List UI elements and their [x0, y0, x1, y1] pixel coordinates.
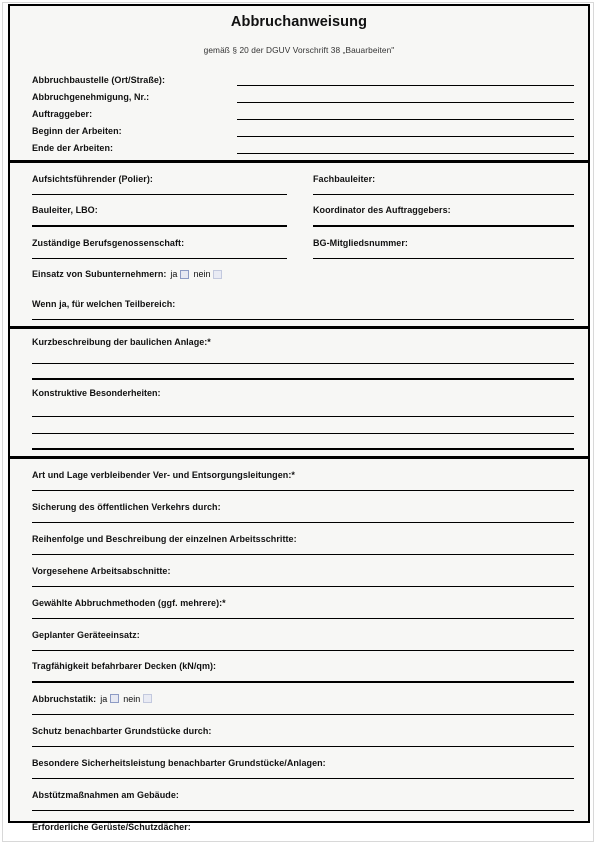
- field-row-berufsgenossenschaft[interactable]: [32, 227, 287, 259]
- building-shortdesc-input-line-2[interactable]: [32, 364, 574, 380]
- abbruchstatik-yes-label: ja: [100, 693, 108, 704]
- form-subtitle: gemäß § 20 der DGUV Vorschrift 38 „Bauarbeiten": [203, 45, 395, 55]
- field-row-geraeteeinsatz[interactable]: [32, 619, 574, 651]
- building-specialties-input-line-3[interactable]: [32, 434, 574, 450]
- building-specialties-input-line-1[interactable]: [32, 400, 574, 417]
- building-shortdesc-label: Kurzbeschreibung der baulichen Anlage:*: [32, 337, 211, 347]
- abbruchstatik-yes-checkbox[interactable]: [110, 694, 119, 703]
- subcontractor-question-row: [32, 259, 574, 289]
- field-label: Beginn der Arbeiten:: [32, 126, 122, 136]
- field-input-beginn-der-arbeiten[interactable]: [237, 135, 574, 137]
- field-row-beginn-der-arbeiten: [10, 120, 588, 137]
- field-row-schutz-grundstuecke[interactable]: [32, 715, 574, 747]
- field-row-aufsichtsfuehrender[interactable]: [32, 163, 287, 195]
- field-label: Bauleiter, LBO:: [32, 205, 98, 215]
- field-label: Auftraggeber:: [32, 109, 93, 119]
- field-input-ende-der-arbeiten[interactable]: [237, 152, 574, 154]
- section-works: [10, 459, 588, 843]
- field-label: Art und Lage verbleibender Ver- und Entsorgungsleitungen:*: [32, 469, 295, 480]
- field-row-abbruchmethoden[interactable]: [32, 587, 574, 619]
- subcontractor-detail-label: Wenn ja, für welchen Teilbereich:: [32, 299, 176, 309]
- field-row-bg-mitgliedsnummer[interactable]: [313, 227, 574, 259]
- field-label: Sicherung des öffentlichen Verkehrs durch:: [32, 501, 221, 512]
- field-row-auftraggeber: [10, 103, 588, 120]
- field-row-fachbauleiter[interactable]: [313, 163, 574, 195]
- building-shortdesc-input-line-1[interactable]: [32, 349, 574, 364]
- section-building-description: [10, 329, 588, 450]
- subcontractor-label: Einsatz von Subunternehmern:: [32, 269, 167, 279]
- field-label: Tragfähigkeit befahrbarer Decken (kN/qm):: [32, 661, 217, 671]
- subcontractor-no-checkbox[interactable]: [213, 270, 222, 279]
- abbruchstatik-label: Abbruchstatik:: [32, 693, 97, 704]
- section-project-data: [10, 55, 588, 154]
- field-label: Erforderliche Gerüste/Schutzdächer:: [32, 822, 191, 832]
- page-title: Abbruchanweisung: [230, 14, 368, 30]
- field-label: Schutz benachbarter Grundstücke durch:: [32, 725, 212, 736]
- abbruchstatik-no-label: nein: [123, 693, 141, 704]
- field-row-bauleiter-lbo[interactable]: [32, 195, 287, 227]
- personnel-right-column: [299, 163, 588, 259]
- field-label: Geplanter Geräteeinsatz:: [32, 629, 140, 640]
- field-label: Abbruchgenehmigung, Nr.:: [32, 92, 150, 102]
- field-row-koordinator[interactable]: [313, 195, 574, 227]
- field-row-verkehrssicherung[interactable]: [32, 491, 574, 523]
- subcontractor-yes-label: ja: [170, 269, 178, 279]
- field-label: Zuständige Berufsgenossenschaft:: [32, 237, 185, 248]
- field-input-auftraggeber[interactable]: [237, 118, 574, 120]
- field-row-geruieste-schutzdaecher[interactable]: [32, 811, 574, 843]
- field-label: Reihenfolge und Beschreibung der einzelnen Arbeitsschritte:: [32, 533, 297, 544]
- field-label: Koordinator des Auftraggebers:: [313, 205, 451, 215]
- building-specialties-label: Konstruktive Besonderheiten:: [32, 388, 161, 398]
- subcontractor-detail-row[interactable]: [32, 289, 574, 320]
- field-row-abbruchstatik: [32, 683, 574, 715]
- field-row-abstuetzmassnahmen[interactable]: [32, 779, 574, 811]
- field-label: Aufsichtsführender (Polier):: [32, 173, 153, 184]
- field-row-tragfaehigkeit[interactable]: [32, 651, 574, 683]
- field-input-abbruchbaustelle[interactable]: [237, 84, 574, 86]
- form-header: [10, 6, 588, 55]
- field-row-abbruchgenehmigung: [10, 86, 588, 103]
- personnel-left-column: [10, 163, 299, 259]
- building-specialties-input-line-2[interactable]: [32, 417, 574, 434]
- field-label: BG-Mitgliedsnummer:: [313, 237, 408, 248]
- field-label: Ende der Arbeiten:: [32, 143, 114, 153]
- field-label: Gewählte Abbruchmethoden (ggf. mehrere):*: [32, 597, 226, 608]
- field-row-arbeitsschritte[interactable]: [32, 523, 574, 555]
- section-personnel: [10, 163, 588, 259]
- subcontractor-yes-checkbox[interactable]: [180, 270, 189, 279]
- field-label: Besondere Sicherheitsleistung benachbarter Grundstücke/Anlagen:: [32, 757, 326, 768]
- field-row-abbruchbaustelle: [10, 69, 588, 86]
- abbruchstatik-no-checkbox[interactable]: [143, 694, 152, 703]
- field-row-arbeitsabschnitte[interactable]: [32, 555, 574, 587]
- section-subcontractor: [10, 259, 588, 320]
- field-label: Abbruchbaustelle (Ort/Straße):: [32, 75, 166, 85]
- subcontractor-no-label: nein: [193, 269, 211, 279]
- field-label: Abstützmaßnahmen am Gebäude:: [32, 789, 179, 800]
- abbruchanweisung-form: [8, 4, 590, 832]
- field-input-abbruchgenehmigung[interactable]: [237, 101, 574, 103]
- field-label: Vorgesehene Arbeitsabschnitte:: [32, 565, 171, 576]
- field-row-sicherheitsleistung[interactable]: [32, 747, 574, 779]
- field-row-ende-der-arbeiten: [10, 137, 588, 154]
- field-label: Fachbauleiter:: [313, 173, 376, 184]
- field-row-versorgungsleitungen[interactable]: [32, 459, 574, 491]
